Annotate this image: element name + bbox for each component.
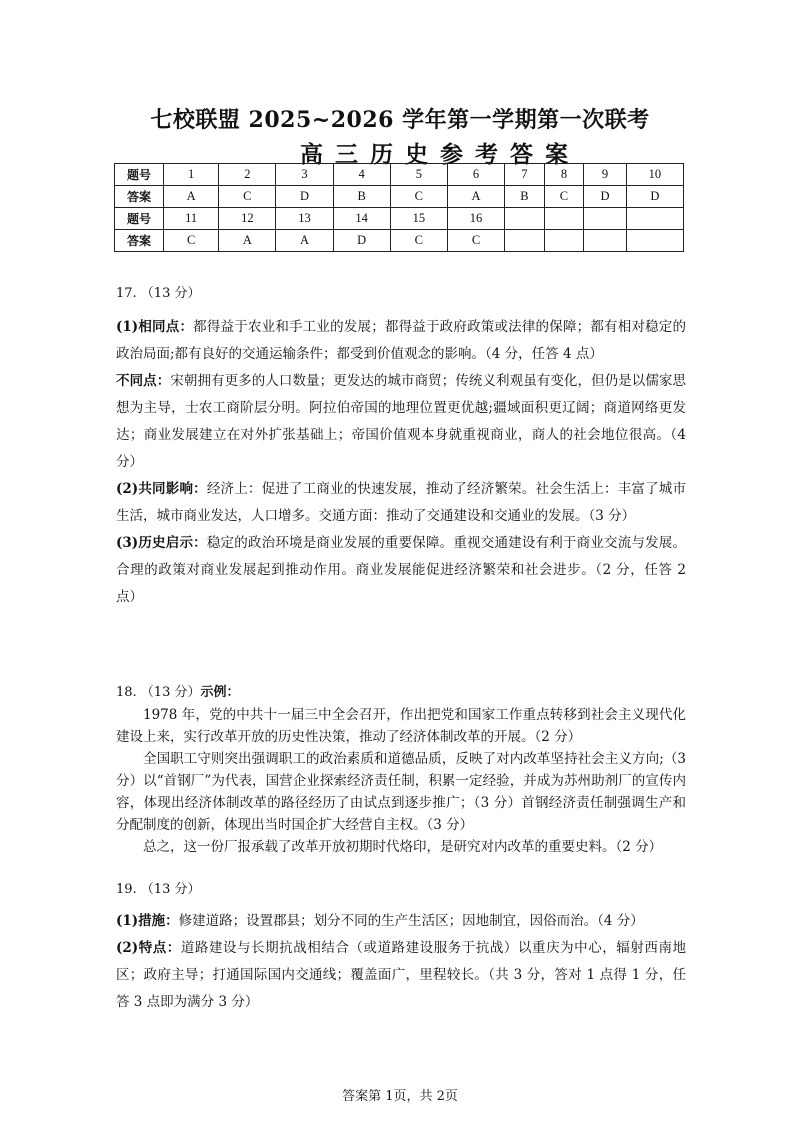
q18-heading-label: 示例： [200, 685, 240, 700]
answer-table-cell [505, 230, 545, 252]
q18-paragraph-1: 1978 年，党的中共十一届三中全会召开，作出把党和国家工作重点转移到社会主义现代化建设上来，实行改革开放的历史性决策，推动了经济体制改革的开展。（2 分） [116, 707, 686, 745]
answer-table-row [115, 230, 684, 252]
answer-table-cell [626, 230, 683, 252]
question-18 [116, 682, 686, 858]
q17-part2-label: 不同点： [116, 373, 171, 389]
answer-table-cell: D [626, 186, 683, 208]
answer-table-cell [584, 230, 626, 252]
answer-table-cell: D [584, 186, 626, 208]
answer-table-cell: D [333, 230, 390, 252]
answer-table-cell: 12 [219, 208, 276, 230]
answer-table-row-head: 答案 [115, 230, 164, 252]
q17-part1 [116, 314, 686, 368]
answer-table-cell: A [219, 230, 276, 252]
page-footer: 答案第 1页，共 2页 [342, 1089, 458, 1104]
answer-table-cell: 9 [584, 164, 626, 186]
answer-table-cell: C [164, 230, 219, 252]
answer-table-cell: A [276, 230, 333, 252]
answer-table-cell: 11 [164, 208, 219, 230]
answer-table [114, 163, 684, 252]
q17-part3-text: 经济上：促进了工商业的快速发展，推动了经济繁荣。社会生活上：丰富了城市生活，城市商业发达，人口增多。交通方面：推动了交通建设和交通业的发展。（3 分） [116, 481, 686, 524]
answer-table-cell: C [447, 230, 504, 252]
answer-table-cell: D [276, 186, 333, 208]
page-title: 七校联盟 2025~2026 学年第一学期第一次联考 [150, 107, 650, 133]
answer-table-row-head: 题号 [115, 164, 164, 186]
question-19 [116, 876, 686, 1016]
q17-part3 [116, 476, 686, 530]
q18-paragraph-3: 总之，这一份厂报承载了改革开放初期时代烙印，是研究对内改革的重要史料。（2 分） [143, 839, 663, 855]
q19-part2-text: 道路建设与长期抗战相结合（或道路建设服务于抗战）以重庆为中心，辐射西南地区；政府主导；打通国际国内交通线；覆盖面广，里程较长。（共 3 分，答对 1 点得 1 分，任答 3 点即为满分 3 分） [116, 940, 686, 1010]
answer-table-cell [544, 230, 584, 252]
q17-heading: 17. （13 分） [116, 286, 201, 301]
q17-part4 [116, 530, 686, 611]
q17-part1-label: (1)相同点： [116, 319, 194, 335]
answer-table-cell: 14 [333, 208, 390, 230]
answer-table-cell: A [447, 186, 504, 208]
q19-heading: 19. （13 分） [116, 882, 201, 897]
answer-table-cell: 6 [447, 164, 504, 186]
answer-table-cell [505, 208, 545, 230]
answer-table-cell: 13 [276, 208, 333, 230]
answer-table-row-head: 题号 [115, 208, 164, 230]
answer-table-row [115, 164, 684, 186]
answer-table-row [115, 186, 684, 208]
answer-table-cell: 1 [164, 164, 219, 186]
q17-part2 [116, 368, 686, 476]
answer-table-cell: C [219, 186, 276, 208]
q19-part1-label: (1)措施： [116, 913, 179, 929]
answer-table-cell: 10 [626, 164, 683, 186]
q19-part1-text: 修建道路；设置郡县；划分不同的生产生活区；因地制宜，因俗而治。（4 分） [178, 913, 644, 929]
answer-table-cell: 2 [219, 164, 276, 186]
answer-table-cell [544, 208, 584, 230]
answer-table-cell: B [333, 186, 390, 208]
q18-heading [116, 682, 686, 704]
answer-table-cell: 3 [276, 164, 333, 186]
answer-table-cell: C [390, 186, 447, 208]
answer-table-cell: 5 [390, 164, 447, 186]
answer-table-cell: 16 [447, 208, 504, 230]
answer-table-row-head: 答案 [115, 186, 164, 208]
answer-table-cell: 7 [505, 164, 545, 186]
q19-part1 [116, 908, 686, 935]
answer-table-cell: A [164, 186, 219, 208]
answer-table-cell: 4 [333, 164, 390, 186]
q17-part1-text: 都得益于农业和手工业的发展；都得益于政府政策或法律的保障；都有相对稳定的政治局面;都有良好的交通运输条件；都受到价值观念的影响。（4 分，任答 4 点） [116, 319, 687, 362]
answer-table-cell: C [544, 186, 584, 208]
answer-table-cell: 15 [390, 208, 447, 230]
answer-table-cell [626, 208, 683, 230]
question-17 [116, 280, 686, 611]
q19-part2-label: (2)特点： [116, 940, 181, 956]
answer-table-row [115, 208, 684, 230]
answer-table-cell: 8 [544, 164, 584, 186]
q18-paragraph-2: 全国职工守则突出强调职工的政治素质和道德品质，反映了对内改革坚持社会主义方向;（3 分）以“首钢厂”为代表，国营企业探索经济责任制，积累一定经验，并成为苏州助剂厂的宣传内容，体现出经济体制改革的路径经历了由试点到逐步推广；（3 分）首钢经济责任制强调生产和分配制度的创新，体现出当时国企扩大经营自主权。（3 分） [116, 751, 686, 833]
answer-table-cell: B [505, 186, 545, 208]
page-subtitle: 高三历史参考答案 [300, 141, 580, 168]
answer-table-cell: C [390, 230, 447, 252]
q17-part2-text: 宋朝拥有更多的人口数量；更发达的城市商贸；传统义利观虽有变化，但仍是以儒家思想为主导，士农工商阶层分明。阿拉伯帝国的地理位置更优越;疆域面积更辽阔；商道网络更发达；商业发展建立在对外扩张基础上；帝国价值观本身就重视商业，商人的社会地位很高。（4 分） [116, 373, 687, 470]
q17-part4-text: 稳定的政治环境是商业发展的重要保障。重视交通建设有利于商业交流与发展。合理的政策对商业发展起到推动作用。商业发展能促进经济繁荣和社会进步。（2 分，任答 2 点） [116, 535, 686, 605]
answer-table-cell [584, 208, 626, 230]
q17-part4-label: (3)历史启示： [116, 535, 207, 551]
q18-heading-text: 18. （13 分） [116, 685, 201, 700]
q17-part3-label: (2)共同影响： [116, 481, 207, 497]
q19-part2 [116, 935, 686, 1016]
